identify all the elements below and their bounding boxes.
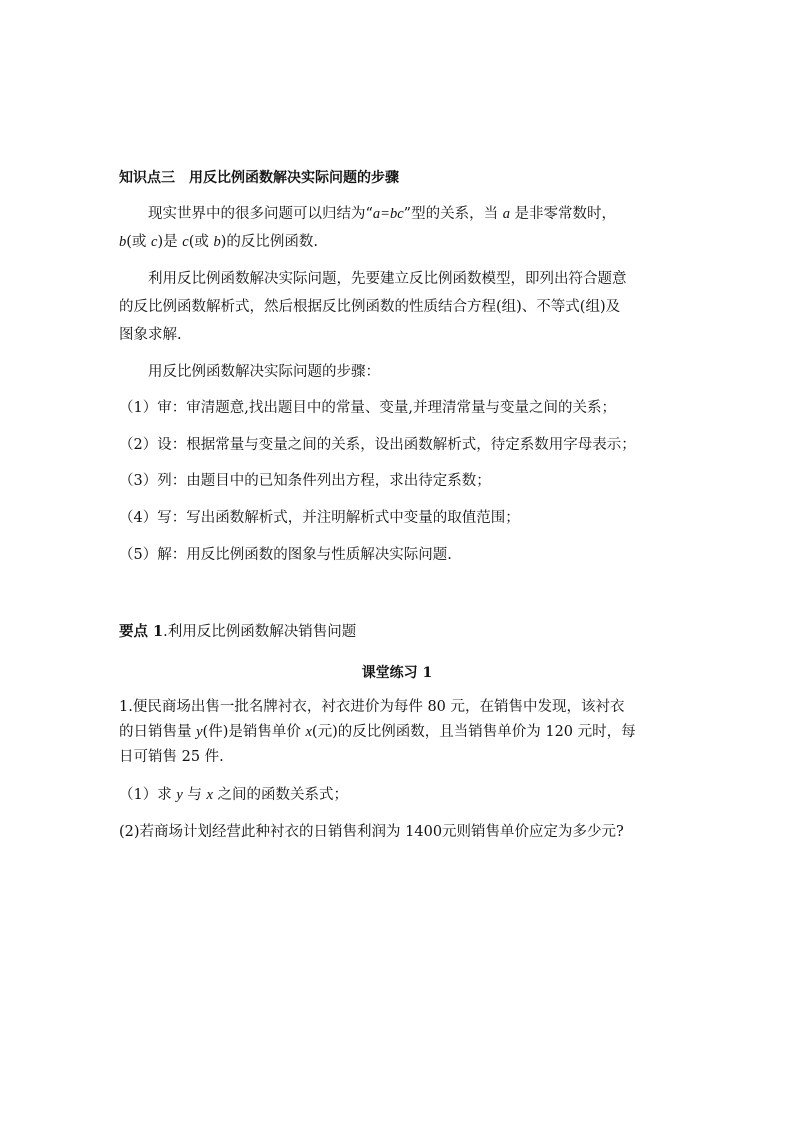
text-run: (件)是销售单价 <box>202 724 306 740</box>
variable-a: a <box>502 206 510 222</box>
step-item: （3）列：由题目中的已知条件列出方程，求出待定系数； <box>119 473 491 489</box>
text-run: (或 <box>188 234 214 250</box>
step-item: （4）写：写出函数解析式，并注明解析式中变量的取值范围； <box>119 510 520 526</box>
question-1-line-3: 日可销售 25 件. <box>119 749 224 765</box>
variable-c: c <box>182 234 189 250</box>
text-run: 现实世界中的很多问题可以归结为“ <box>148 206 373 222</box>
text-run: )是 <box>157 234 183 250</box>
variable-b: b <box>213 234 221 250</box>
formula-abc: a=bc <box>372 206 404 222</box>
paragraph-2-line-1: 利用反比例函数解决实际问题，先要建立反比例函数模型，即列出符合题意 <box>148 271 627 287</box>
sub-question-2: (2)若商场计划经营此种衬衣的日销售利润为 1400元则销售单价应定为多少元? <box>119 824 624 840</box>
text-run: (或 <box>126 234 152 250</box>
variable-b: b <box>119 234 127 250</box>
text-run: 的日销售量 <box>119 724 197 740</box>
text-run: 是非零常数时， <box>509 206 617 222</box>
question-1-line-1: 1.便民商场出售一批名牌衬衣，衬衣进价为每件 80 元，在销售中发现，该衬衣 <box>119 699 625 715</box>
variable-y: y <box>196 724 203 740</box>
exercise-title: 课堂练习 1 <box>361 665 433 681</box>
section-title: 知识点三 用反比例函数解决实际问题的步骤 <box>119 170 399 186</box>
keypoint-label: 要点 1 <box>119 623 164 640</box>
step-item: （2）设：根据常量与变量之间的关系，设出函数解析式，待定系数用字母表示； <box>119 437 636 453</box>
variable-c: c <box>151 234 158 250</box>
sub-question-1 <box>119 785 348 805</box>
text-run: （1）求 <box>119 787 177 803</box>
paragraph-2-line-3: 图象求解. <box>119 327 182 343</box>
paragraph-1-line-1 <box>148 204 616 224</box>
keypoint-text: .利用反比例函数解决销售问题 <box>163 624 357 640</box>
variable-x: x <box>305 724 312 740</box>
keypoint-heading <box>119 622 356 642</box>
text-run: ”型的关系，当 <box>403 206 503 222</box>
text-run: (元)的反比例函数，且当销售单价为 120 元时，每 <box>311 724 636 740</box>
variable-x: x <box>206 787 213 803</box>
paragraph-2-line-2: 的反比例函数解析式，然后根据反比例函数的性质结合方程(组)、不等式(组)及 <box>119 299 621 315</box>
question-1-line-2 <box>119 722 636 742</box>
text-run: 与 <box>182 787 207 803</box>
text-run: )的反比例函数. <box>220 234 318 250</box>
paragraph-1-line-2 <box>119 232 318 252</box>
text-run: 之间的函数关系式； <box>212 787 349 803</box>
step-item: （1）审：审清题意,找出题目中的常量、变量,并理清常量与变量之间的关系； <box>119 400 616 416</box>
step-item: （5）解：用反比例函数的图象与性质解决实际问题. <box>119 547 452 563</box>
steps-intro: 用反比例函数解决实际问题的步骤： <box>148 364 380 380</box>
variable-y: y <box>176 787 183 803</box>
